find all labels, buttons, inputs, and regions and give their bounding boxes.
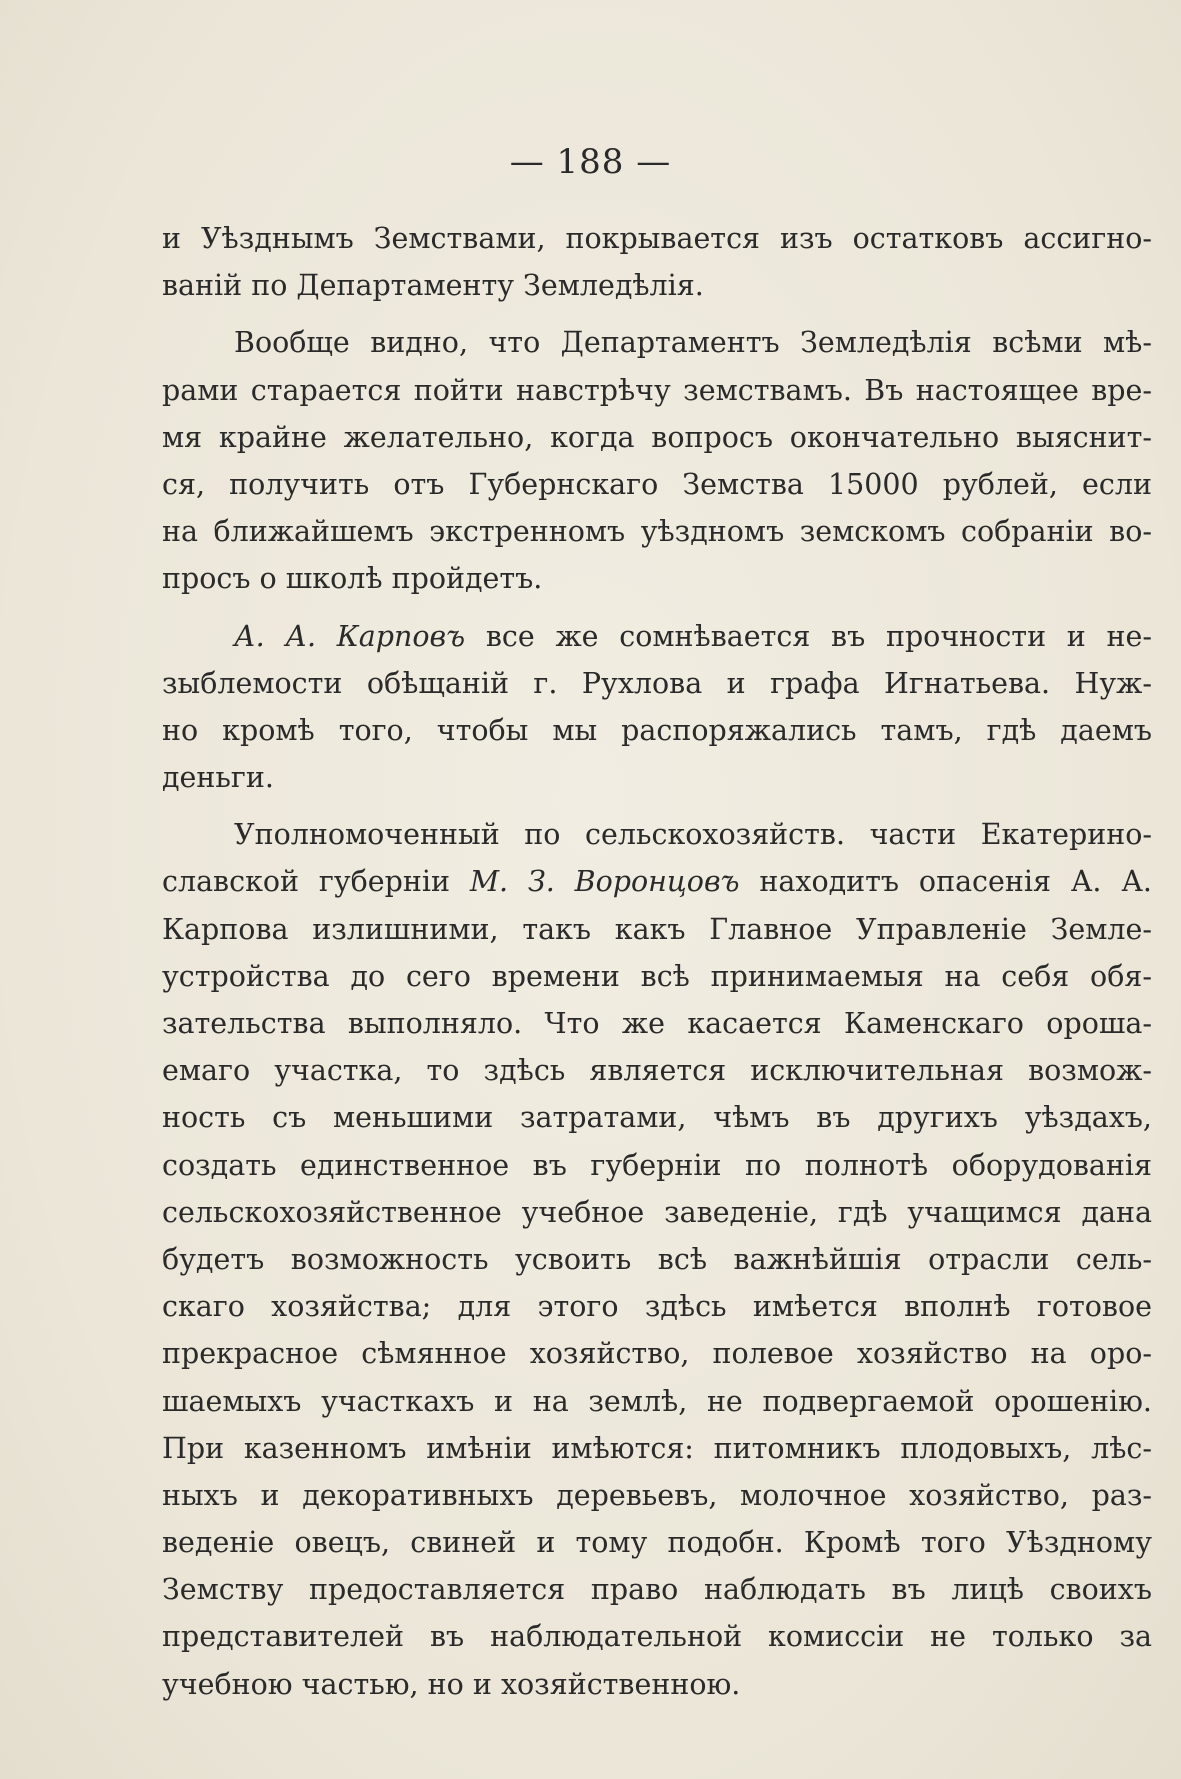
text-line [162,1425,1152,1472]
line-text: все же сомнѣвается въ прочности и не- [465,619,1152,653]
text-line [162,754,1152,801]
text-line [162,508,1152,555]
text-line [162,953,1152,1000]
paragraph [162,613,1152,802]
paragraph-gap [162,309,1152,319]
line-text: устройства до сего времени всѣ принимаемыя на себя обя- [162,959,1152,993]
text-line [162,1566,1152,1613]
speaker-name: М. З. Воронцовъ [469,865,740,899]
line-text: деньги. [162,761,274,795]
text-line [162,1236,1152,1283]
line-text: При казенномъ имѣніи имѣются: питомникъ плодовыхъ, лѣс- [162,1431,1152,1465]
line-text: ся, получить отъ Губернскаго Земства 15000 рублей, если [162,467,1152,501]
paragraph [162,215,1152,309]
text-line [162,858,1152,905]
line-text: зыблемости обѣщаній г. Рухлова и графа Игнатьева. Нуж- [162,666,1152,700]
text-line [162,1189,1152,1236]
line-text: шаемыхъ участкахъ и на землѣ, не подвергаемой орошенію. [162,1384,1152,1418]
line-text: но кромѣ того, чтобы мы распоряжались тамъ, гдѣ даемъ [162,713,1152,747]
text-line [162,660,1152,707]
text-line [162,414,1152,461]
text-line [162,1283,1152,1330]
text-line [162,1142,1152,1189]
line-text: Земству предоставляется право наблюдать въ лицѣ своихъ [162,1573,1152,1607]
text-line [162,613,1152,660]
text-line [162,1613,1152,1660]
line-text: ваній по Департаменту Земледѣлія. [162,269,704,303]
text-line [162,367,1152,414]
line-text: мя крайне желательно, когда вопросъ окончательно выяснит- [162,420,1152,454]
text-line [162,1519,1152,1566]
text-line [162,707,1152,754]
line-text: представителей въ наблюдательной комиссіи не только за [162,1620,1152,1654]
line-text: славской губерніи [162,865,470,899]
line-text: рами старается пойти навстрѣчу земствамъ. Въ настоящее вре- [162,373,1152,407]
body-text [162,215,1152,1708]
paragraph-gap [162,801,1152,811]
line-text: сельскохозяйственное учебное заведеніе, гдѣ учащимся дана [162,1195,1152,1229]
paragraph [162,811,1152,1708]
paragraph-gap [162,603,1152,613]
line-text: создать единственное въ губерніи по полнотѣ оборудованія [162,1148,1152,1182]
line-text: скаго хозяйства; для этого здѣсь имѣется вполнѣ готовое [162,1290,1152,1324]
text-line [162,1000,1152,1047]
speaker-name: А. А. Карповъ [234,619,466,653]
text-line [162,1378,1152,1425]
line-text: находитъ опасенія А. А. [739,865,1152,899]
line-text: зательства выполняло. Что же касается Каменскаго ороша- [162,1007,1152,1040]
line-text: ность съ меньшими затратами, чѣмъ въ другихъ уѣздахъ, [162,1101,1152,1135]
line-text: просъ о школѣ пройдетъ. [162,562,543,596]
text-line [162,215,1152,262]
text-line [162,262,1152,309]
line-text: будетъ возможность усвоить всѣ важнѣйшія отрасли сель- [162,1242,1152,1276]
line-text: прекрасное сѣмянное хозяйство, полевое хозяйство на оро- [162,1337,1152,1371]
text-line [162,811,1152,858]
page-number: — 188 — [509,142,672,182]
text-line [162,1094,1152,1141]
text-line [162,319,1152,366]
text-line [162,1472,1152,1519]
text-line [162,1330,1152,1377]
line-text: учебною частью, но и хозяйственною. [162,1667,741,1701]
line-text: Вообще видно, что Департаментъ Земледѣлія всѣми мѣ- [234,326,1152,360]
line-text: Уполномоченный по сельскохозяйств. части Екатерино- [234,818,1152,852]
line-text: и Уѣзднымъ Земствами, покрывается изъ остатковъ ассигно- [162,222,1152,255]
text-line [162,461,1152,508]
line-text: ныхъ и декоративныхъ деревьевъ, молочное хозяйство, раз- [162,1478,1152,1512]
text-line [162,906,1152,953]
line-text: емаго участка, то здѣсь является исключительная возмож- [162,1054,1152,1088]
text-line [162,1661,1152,1708]
line-text: на ближайшемъ экстренномъ уѣздномъ земскомъ собраніи во- [162,515,1152,549]
line-text: веденіе овецъ, свиней и тому подобн. Кромѣ того Уѣздному [162,1526,1152,1560]
text-line [162,1047,1152,1094]
paragraph [162,319,1152,602]
line-text: Карпова излишними, такъ какъ Главное Управленіе Земле- [162,912,1152,946]
text-line [162,555,1152,602]
